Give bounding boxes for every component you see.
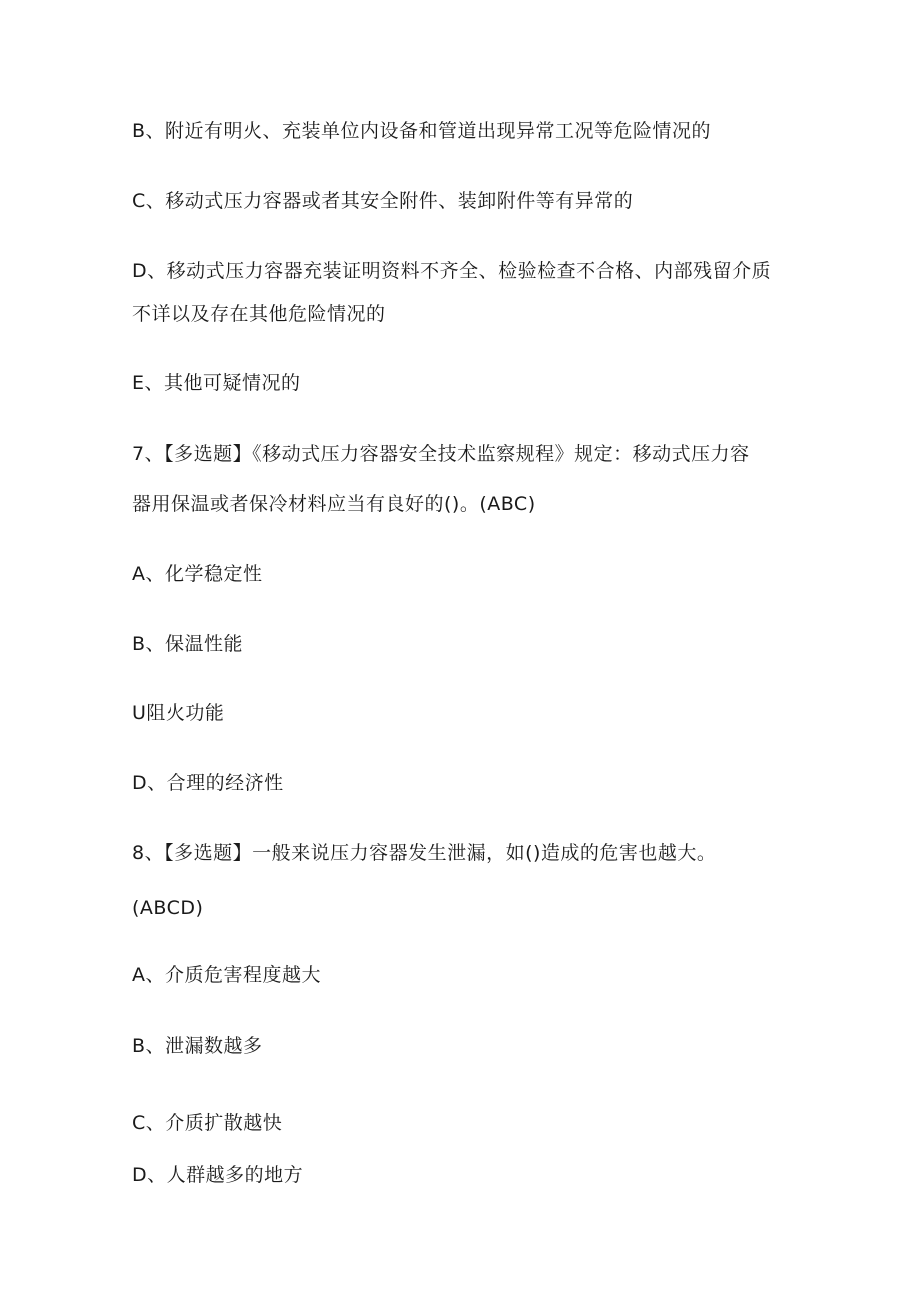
q6-option-b: B、附近有明火、充装单位内设备和管道出现异常工况等危险情况的	[132, 120, 712, 142]
q8-stem-line2: (ABCD)	[132, 897, 204, 919]
q6-option-d-line1: D、移动式压力容器充装证明资料不齐全、检验检查不合格、内部残留介质	[132, 260, 772, 282]
q7-option-b: B、保温性能	[132, 633, 244, 655]
q6-option-d-line2: 不详以及存在其他危险情况的	[132, 303, 386, 325]
q8-option-c: C、介质扩散越快	[132, 1112, 283, 1134]
q7-stem-line2: 器用保温或者保冷材料应当有良好的()。(ABC)	[132, 493, 536, 515]
q8-option-d: D、人群越多的地方	[132, 1164, 304, 1186]
q7-option-a: A、化学稳定性	[132, 563, 263, 585]
q7-option-c: U阻火功能	[132, 702, 225, 724]
q8-stem-line1: 8、【多选题】一般来说压力容器发生泄漏，如()造成的危害也越大。	[132, 842, 717, 864]
q6-option-c: C、移动式压力容器或者其安全附件、装卸附件等有异常的	[132, 190, 634, 212]
q7-option-d: D、合理的经济性	[132, 772, 284, 794]
q7-stem-line1: 7、【多选题】《移动式压力容器安全技术监察规程》规定：移动式压力容	[132, 443, 750, 465]
q6-option-e: E、其他可疑情况的	[132, 372, 301, 394]
q8-option-a: A、介质危害程度越大	[132, 964, 321, 986]
q8-option-b: B、泄漏数越多	[132, 1035, 263, 1057]
